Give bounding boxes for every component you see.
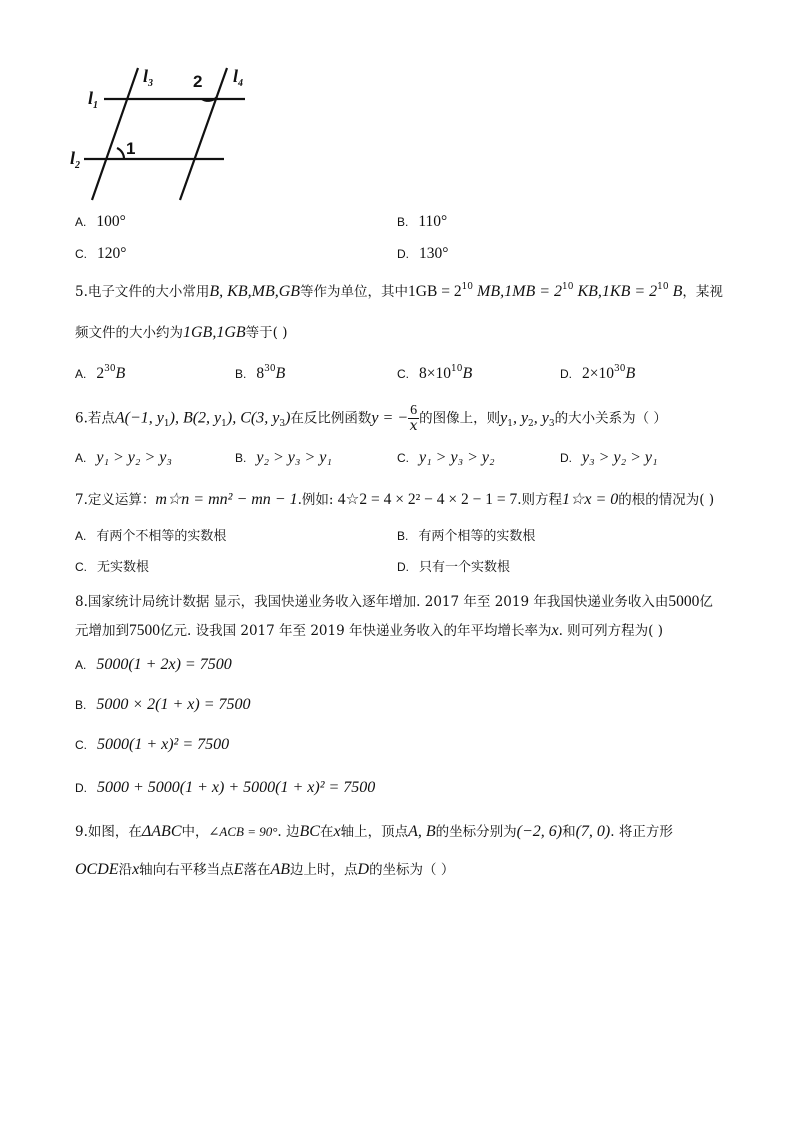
q5-option-c: C. $8\times 10^{10}B$ bbox=[397, 364, 473, 382]
label-l4: $l_4$ bbox=[233, 66, 244, 89]
q5-option-d: D. $2\times 10^{30}B$ bbox=[560, 364, 636, 382]
q8-stem-line1: 8.国家统计局统计数据 显示，我国快递业务收入逐年增加. 2017 年至 2019 年我国快递业务收入由5000亿 bbox=[75, 593, 713, 610]
q9-stem-line2: OCDE沿x轴向右平移当点E落在AB边上时，点D的坐标为（ ） bbox=[75, 861, 455, 878]
q8-option-d: D. 5000 + 5000(1 + x) + 5000(1 + x)² = 7500 bbox=[75, 779, 376, 796]
q6-fraction: $\frac{6}{x}$ bbox=[409, 403, 418, 435]
q7-option-b: B. 有两个相等的实数根 bbox=[397, 529, 536, 544]
q8-stem-line2: 元增加到7500亿元. 设我国 2017 年至 2019 年快递业务收入的年平均增长率为x. 则可列方程为( ) bbox=[75, 622, 663, 639]
q8-option-a: A. 5000(1 + 2x) = 7500 bbox=[75, 656, 232, 673]
q7-option-a: A. 有两个不相等的实数根 bbox=[75, 529, 227, 544]
q5-stem-line1: 5.电子文件的大小常用B, KB,MB,GB等作为单位，其中$1GB = 2^{10}$ $MB,1MB = 2^{10}$ $KB,1KB = 2^{10}$ B，某视 bbox=[75, 282, 723, 300]
label-l2: $l_2$ bbox=[70, 148, 81, 171]
line-l4 bbox=[180, 68, 227, 200]
q5-option-b: B. $8^{30}B$ bbox=[235, 364, 286, 382]
q4-option-b: B. 110° bbox=[397, 213, 448, 230]
q4-option-d: D. 130° bbox=[397, 245, 449, 262]
q5-option-a: A. $2^{30}B$ bbox=[75, 364, 126, 382]
label-angle-1: 1 bbox=[126, 139, 136, 158]
angle-1-arc bbox=[117, 148, 124, 159]
q6-stem: 6.若点A(−1, $y_1$), B(2, $y_1$), C(3, $y_3$)在反比例函数y = − $\frac{6}{x}$ 的图像上，则$y_1$, $y_2$, $y_3$的大小关系为（ ） bbox=[75, 403, 667, 435]
q9-stem-line1: 9.如图，在ΔABC中，∠ACB = 90°. 边BC在x轴上，顶点A, B的坐标分别为(−2, 6)和(7, 0). 将正方形 bbox=[75, 823, 673, 840]
q5-stem-line2: 频文件的大小约为1GB,1GB等于( ) bbox=[75, 324, 288, 341]
q8-option-b: B. 5000 × 2(1 + x) = 7500 bbox=[75, 696, 251, 713]
label-l1: $l_1$ bbox=[88, 88, 99, 111]
q6-option-c: C. y₁ > y₃ > y₂ bbox=[397, 449, 495, 466]
line-l3 bbox=[92, 68, 138, 200]
label-angle-2: 2 bbox=[193, 72, 203, 91]
q4-option-a: A. 100° bbox=[75, 213, 126, 230]
q7-option-d: D. 只有一个实数根 bbox=[397, 560, 511, 575]
q7-stem: 7.定义运算：m☆n = mn² − mn − 1.例如: 4☆2 = 4 × 2² − 4 × 2 − 1 = 7.则方程1☆x = 0的根的情况为( ) bbox=[75, 491, 715, 508]
q8-option-c: C. 5000(1 + x)² = 7500 bbox=[75, 736, 230, 753]
q6-option-b: B. y₂ > y₃ > y₁ bbox=[235, 449, 332, 466]
q7-option-c: C. 无实数根 bbox=[75, 560, 150, 575]
q6-option-d: D. y₃ > y₂ > y₁ bbox=[560, 449, 658, 466]
q6-option-a: A. y₁ > y₂ > y₃ bbox=[75, 449, 172, 466]
label-l3: $l_3$ bbox=[143, 66, 154, 89]
parallel-lines-figure bbox=[70, 62, 250, 204]
q4-option-c: C. 120° bbox=[75, 245, 127, 262]
